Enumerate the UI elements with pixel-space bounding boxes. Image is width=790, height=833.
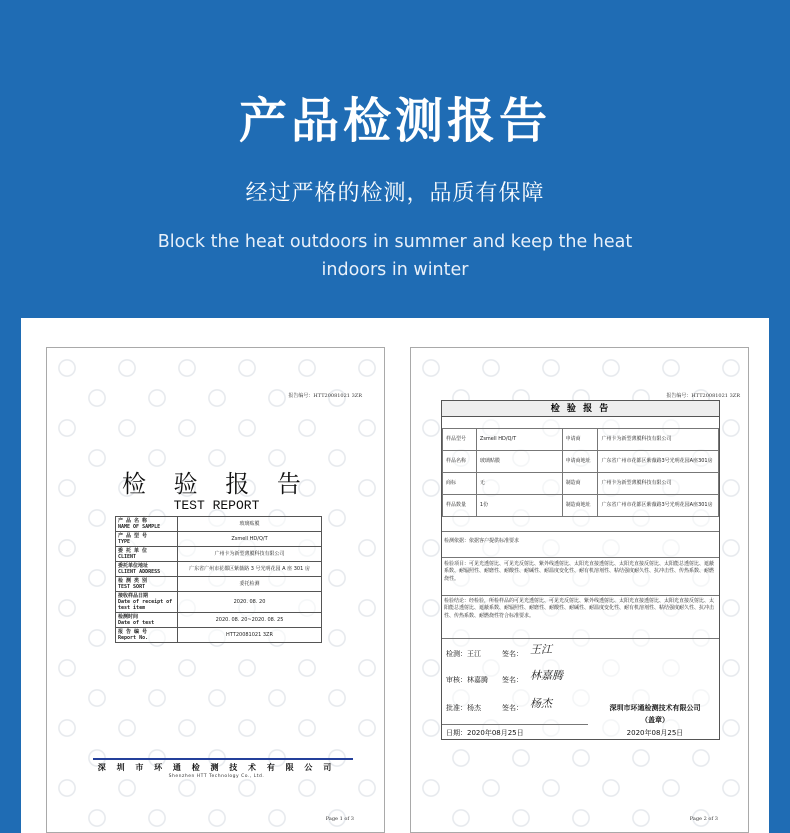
english-tagline: Block the heat outdoors in summer and keep the heat indoors in winter <box>157 232 633 280</box>
header-banner <box>0 0 790 320</box>
sample-info-table <box>115 516 322 643</box>
reviewer-signature: 林嘉腾 <box>530 669 563 682</box>
row-label: 接收样品日期 Date of receipt of test item <box>116 592 178 613</box>
field-label: 样品型号 <box>443 429 477 451</box>
page-title: 产品检测报告 <box>238 93 551 149</box>
report-page-2 <box>410 347 749 833</box>
field-label: 制造商 <box>562 473 598 495</box>
field-value: 玻璃贴膜 <box>476 451 562 473</box>
test-items: 检验项目：可见光透射比、可见光反射比、紫外线透射比、太阳光直接透射比、太阳光直接反射比、太阳能总透射比、遮蔽系数、耐辐照性、耐磨性、耐酸性、耐碱性、耐温度变化性、耐有机溶剂性、粘结强度耐久性、抗冲击性、传热系数、耐燃烧性。 <box>444 561 715 582</box>
table-row <box>443 495 719 517</box>
sign-label: 签名： <box>502 676 523 684</box>
tester-signature: 王江 <box>530 643 552 656</box>
tester-label: 检测：王江 <box>446 650 481 658</box>
field-value: Zsmell HD/Q/T <box>476 429 562 451</box>
stamp-company: 深圳市环通检测技术有限公司 <box>609 704 701 712</box>
page-number: Page 2 of 3 <box>689 816 718 822</box>
field-label: 样品数量 <box>443 495 477 517</box>
field-value: 广东省广州市花都区紫薇路3号光明花园A座301房 <box>598 495 719 517</box>
field-label: 申请商地址 <box>562 451 598 473</box>
reviewer-label: 审核：林嘉腾 <box>446 676 488 684</box>
row-value: 玻璃贴膜 <box>178 517 322 532</box>
divider <box>442 638 719 639</box>
row-label: 检测时间 Date of test <box>116 613 178 628</box>
table-row <box>443 429 719 451</box>
divider <box>442 557 719 558</box>
table-row <box>116 628 322 643</box>
row-value: 2020. 08. 20 <box>178 592 322 613</box>
table-row <box>116 562 322 577</box>
test-basis: 检测依据：依据客户提供标准要求 <box>444 538 520 544</box>
page-subtitle: 经过严格的检测，品质有保障 <box>245 181 545 206</box>
row-label: 产 品 型 号 TYPE <box>116 532 178 547</box>
company-name-en: Shenzhen HTT Technology Co., Ltd. <box>168 774 265 779</box>
table-row <box>116 613 322 628</box>
row-value: 委托检测 <box>178 577 322 592</box>
field-value: 广州卡为新型薄膜科技有限公司 <box>598 473 719 495</box>
detail-heading: 检 验 报 告 <box>442 401 719 417</box>
field-label: 商标 <box>443 473 477 495</box>
field-value: 广州卡为新型薄膜科技有限公司 <box>598 429 719 451</box>
date-right: 2020年08月25日 <box>626 729 684 737</box>
divider <box>442 595 719 596</box>
field-label: 制造商地址 <box>562 495 598 517</box>
date-left: 日期：2020年08月25日 <box>446 729 524 737</box>
field-value: 无 <box>476 473 562 495</box>
divider-line <box>93 758 353 760</box>
table-row <box>443 451 719 473</box>
row-label: 委托单位地址 CLIENT ADDRESS <box>116 562 178 577</box>
field-label: 样品名称 <box>443 451 477 473</box>
row-label: 产 品 名 称 NAME OF SAMPLE <box>116 517 178 532</box>
table-row <box>116 577 322 592</box>
report-title-en: TEST REPORT <box>173 498 260 513</box>
field-value: 广东省广州市花都区紫薇路3号光明花园A座301房 <box>598 451 719 473</box>
report-detail-box <box>441 400 720 740</box>
row-label: 检 测 类 别 TEST SORT <box>116 577 178 592</box>
field-label: 申请商 <box>562 429 598 451</box>
row-label: 报 告 编 号 Report No. <box>116 628 178 643</box>
detail-table <box>442 428 719 517</box>
report-page-1 <box>46 347 385 833</box>
report-number: 报告编号：HTT20081021 3ZR <box>288 393 362 399</box>
approver-signature: 杨杰 <box>530 697 552 710</box>
field-value: 1份 <box>476 495 562 517</box>
row-value: 广东省广州市花都区紫薇路 3 号光明花园 A 座 301 房 <box>178 562 322 577</box>
table-row <box>116 592 322 613</box>
row-value: HTT20081021 3ZR <box>178 628 322 643</box>
row-label: 委 托 单 位 CLIENT <box>116 547 178 562</box>
row-value: 广州卡为新型薄膜科技有限公司 <box>178 547 322 562</box>
approver-label: 批准：杨杰 <box>446 704 481 712</box>
table-row <box>116 532 322 547</box>
table-row <box>443 473 719 495</box>
test-conclusion: 检验结论：经检验，所检样品的可见光透射比、可见光反射比、紫外线透射比、太阳光直接透射比、太阳光直接反射比、太阳能总透射比、遮蔽系数、耐辐照性、耐磨性、耐酸性、耐碱性、耐温度变化性、耐有机溶剂性、粘结强度耐久性、抗冲击性、传热系数、耐燃烧性符合标准要求。 <box>444 598 715 619</box>
page-number: Page 1 of 3 <box>325 816 354 822</box>
divider <box>442 724 588 725</box>
table-row <box>116 547 322 562</box>
stamp-seal: （盖章） <box>641 716 669 724</box>
company-name-cn: 深 圳 市 环 通 检 测 技 术 有 限 公 司 <box>97 763 336 772</box>
table-row <box>116 517 322 532</box>
sign-label: 签名： <box>502 650 523 658</box>
divider <box>442 531 719 532</box>
report-title-cn: 检 验 报 告 <box>122 470 311 498</box>
report-number: 报告编号：HTT20081021 3ZR <box>666 393 740 399</box>
sign-label: 签名： <box>502 704 523 712</box>
row-value: 2020. 08. 20~2020. 08. 25 <box>178 613 322 628</box>
row-value: Zsmell HD/Q/T <box>178 532 322 547</box>
report-panel <box>21 318 769 833</box>
